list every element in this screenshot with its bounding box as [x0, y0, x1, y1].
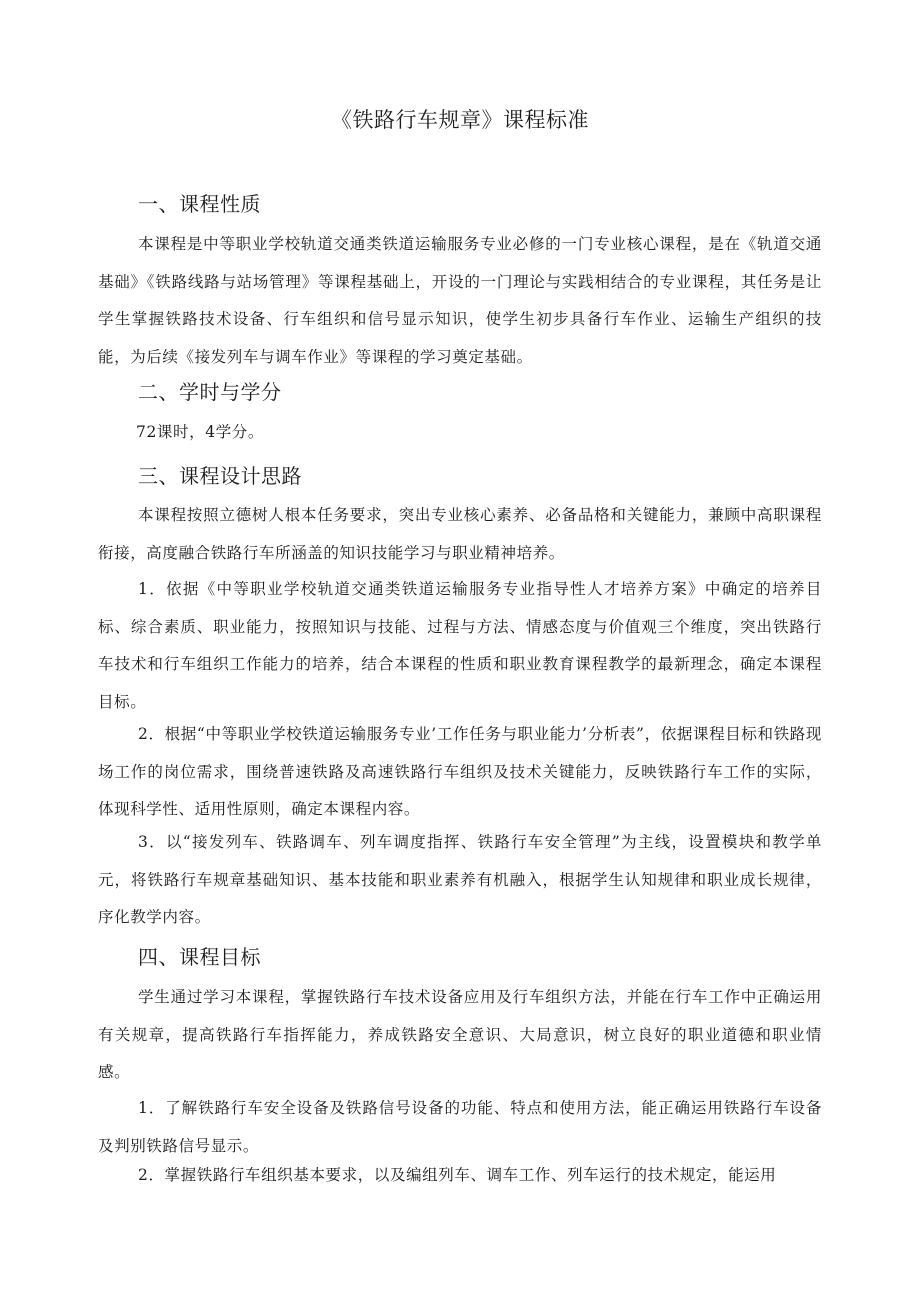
- paragraph-nature: 本课程是中等职业学校轨道交通类铁道运输服务专业必修的一门专业核心课程，是在《轨道交通基础》《铁路线路与站场管理》等课程基础上，开设的一门理论与实践相结合的专业课程，其任务是让学生掌握铁路技术设备、行车组织和信号显示知识，使学生初步具备行车作业、运输生产组织的技能，为后续《接发列车与调车作业》等课程的学习奠定基础。: [98, 235, 822, 366]
- document-title: 《铁路行车规章》课程标准: [331, 108, 589, 132]
- paragraph-design-intro: 本课程按照立德树人根本任务要求，突出专业核心素养、必备品格和关键能力，兼顾中高职课程衔接，高度融合铁路行车所涵盖的知识技能学习与职业精神培养。: [98, 506, 822, 562]
- paragraph-design-item-3: 3．以“接发列车、铁路调车、列车调度指挥、铁路行车安全管理”为主线，设置模块和教学单元，将铁路行车规章基础知识、基本技能和职业素养有机融入，根据学生认知规律和职业成长规律，序化教学内容。: [98, 833, 822, 926]
- section-heading-hours-credits: 二、学时与学分: [138, 380, 282, 404]
- paragraph-hours-credits: 72课时，4学分。: [136, 423, 264, 441]
- paragraph-objectives-item-2: 2．掌握铁路行车组织基本要求，以及编组列车、调车工作、列车运行的技术规定，能运用: [138, 1166, 777, 1184]
- section-heading-nature: 一、课程性质: [138, 192, 261, 216]
- section-heading-design: 三、课程设计思路: [138, 464, 302, 488]
- paragraph-objectives-item-1: 1．了解铁路行车安全设备及铁路信号设备的功能、特点和使用方法，能正确运用铁路行车设备及判别铁路信号显示。: [98, 1099, 822, 1155]
- section-heading-objectives: 四、课程目标: [138, 945, 261, 969]
- paragraph-design-item-1: 1．依据《中等职业学校轨道交通类铁道运输服务专业指导性人才培养方案》中确定的培养目标、综合素质、职业能力，按照知识与技能、过程与方法、情感态度与价值观三个维度，突出铁路行车技术和行车组织工作能力的培养，结合本课程的性质和职业教育课程教学的最新理念，确定本课程目标。: [98, 580, 822, 711]
- paragraph-objectives-intro: 学生通过学习本课程，掌握铁路行车技术设备应用及行车组织方法，并能在行车工作中正确运用有关规章，提高铁路行车指挥能力，养成铁路安全意识、大局意识，树立良好的职业道德和职业情感。: [98, 988, 822, 1081]
- paragraph-design-item-2: 2．根据“中等职业学校铁道运输服务专业’工作任务与职业能力’分析表”，依据课程目标和铁路现场工作的岗位需求，围绕普速铁路及高速铁路行车组织及技术关键能力，反映铁路行车工作的实际，体现科学性、适用性原则，确定本课程内容。: [98, 725, 822, 818]
